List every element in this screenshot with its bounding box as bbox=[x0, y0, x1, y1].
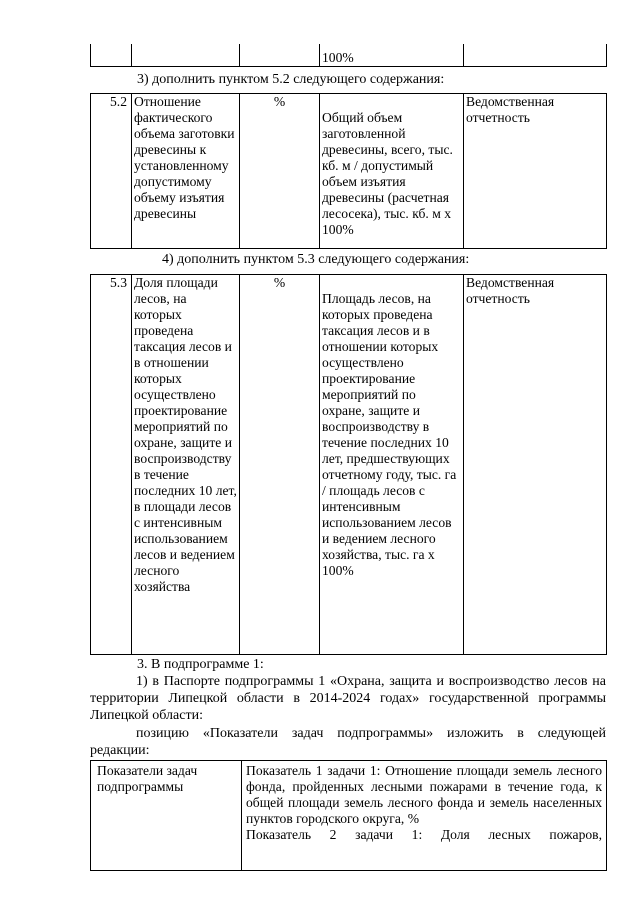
formula: Площадь лесов, на которых проведена таксация лесов и в отношении которых осуществлено проектирование мероприятий по охране, защите и воспроизводству в течение последних 10 лет, предшествующих отчетному году, тыс. га / площадь лесов с интенсивным использованием лесов и ведением лесного хозяйства, тыс. га x 100% bbox=[320, 275, 464, 655]
paragraph-passport: 1) в Паспорте подпрограммы 1 «Охрана, защита и воспроизводство лесов на территории Липецкой области в 2014-2024 годах» государственной программы Липецкой области: bbox=[90, 674, 606, 723]
cell-formula bbox=[320, 44, 464, 66]
item-3-text: 3) дополнить пунктом 5.2 следующего содержания: bbox=[137, 72, 445, 87]
indicator-2-text: Показатель 2 задачи 1: Доля лесных пожаров, bbox=[246, 827, 602, 842]
table-fragment-top bbox=[90, 44, 607, 67]
row-number: 5.2 bbox=[91, 94, 132, 249]
cell-source bbox=[464, 44, 607, 66]
formula-tail: 100% bbox=[322, 49, 354, 65]
unit: % bbox=[240, 94, 320, 249]
cell-num bbox=[91, 44, 132, 66]
indicators-content bbox=[242, 761, 607, 871]
indicator-name: Доля площади лесов, на которых проведена таксация лесов и в отношении которых осуществлено проектирование мероприятий по охране, защите и воспроизводству в течение последних 10 лет, в площади лесов с интенсивным использованием лесов и ведением лесного хозяйства bbox=[132, 275, 240, 655]
table-row-5-3 bbox=[90, 274, 607, 655]
indicator-1-text: Показатель 1 задачи 1: Отношение площади земель лесного фонда, пройденных лесными пожарами в течение года, к общей площади земель лесного фонда и земель населенных пунктов городского округа, % bbox=[246, 763, 602, 826]
indicators-label: Показатели задач подпрограммы bbox=[91, 761, 242, 871]
cell-unit bbox=[240, 44, 320, 66]
indicator-name: Отношение фактического объема заготовки древесины к установленному допустимому объему изъятия древесины bbox=[132, 94, 240, 249]
paragraph-subprogram-1: 3. В подпрограмме 1: bbox=[137, 657, 264, 672]
formula: Общий объем заготовленной древесины, всего, тыс. кб. м / допустимый объем изъятия древесины (расчетная лесосека), тыс. кб. м x 100% bbox=[320, 94, 464, 249]
cell-name bbox=[132, 44, 240, 66]
unit: % bbox=[240, 275, 320, 655]
data-source: Ведомственная отчетность bbox=[464, 275, 607, 655]
data-source: Ведомственная отчетность bbox=[464, 94, 607, 249]
paragraph-position: позицию «Показатели задач подпрограммы» изложить в следующей редакции: bbox=[90, 726, 606, 758]
item-4-text: 4) дополнить пунктом 5.3 следующего содержания: bbox=[162, 252, 470, 267]
row-number: 5.3 bbox=[91, 275, 132, 655]
table-row-5-2 bbox=[90, 93, 607, 249]
table-indicators bbox=[90, 760, 607, 871]
